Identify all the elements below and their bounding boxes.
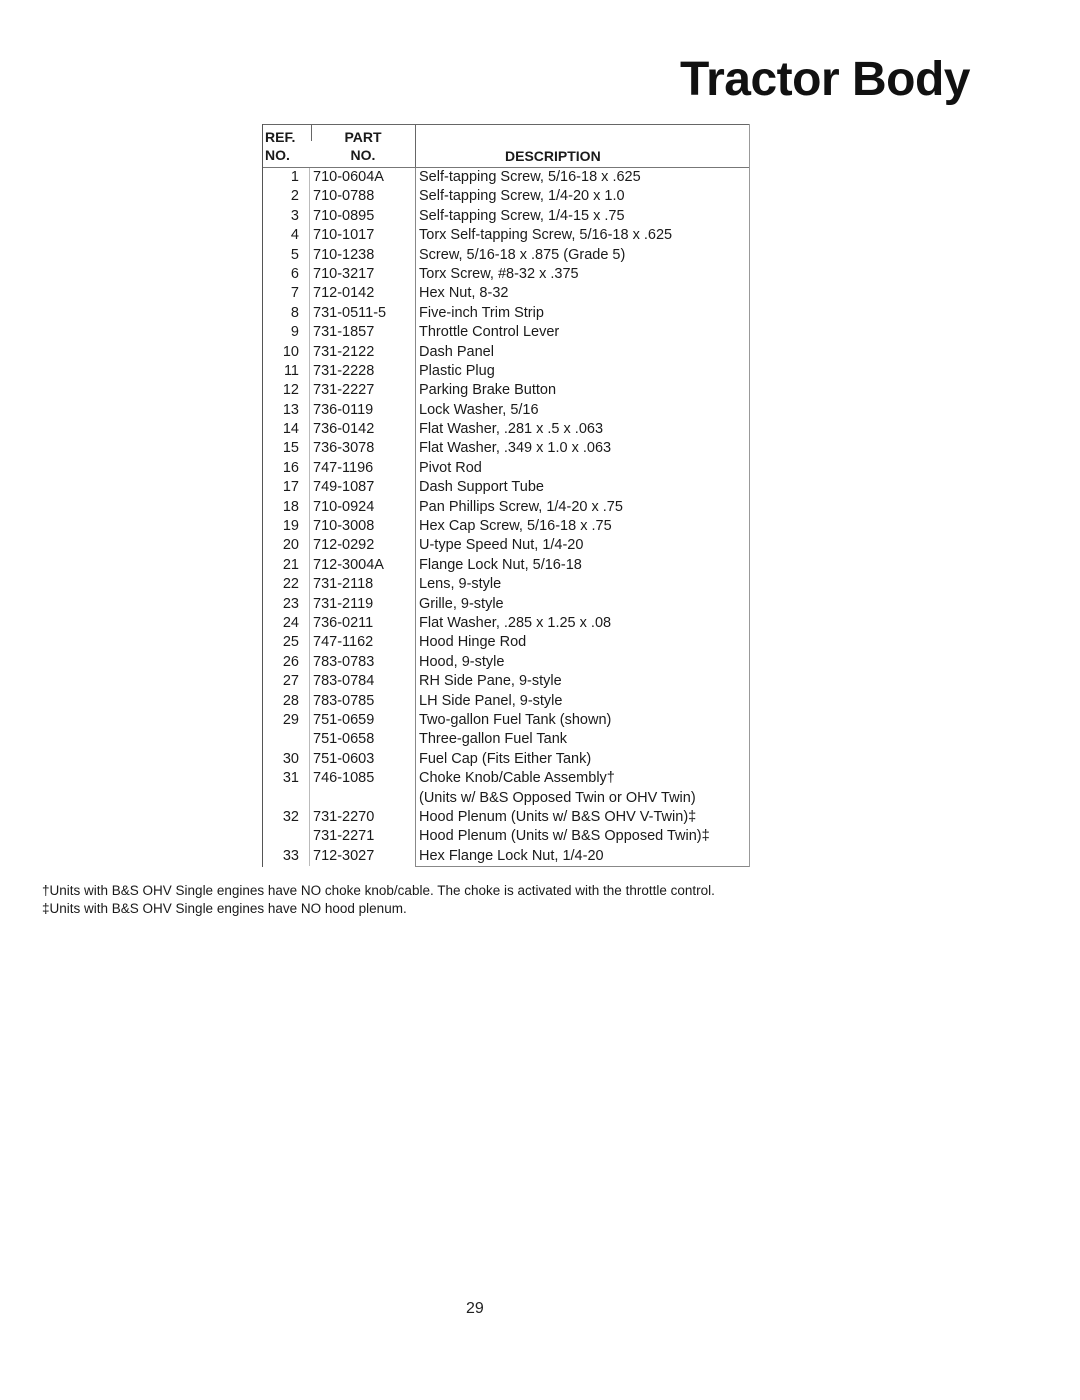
table-row (263, 284, 749, 303)
table-row (263, 692, 749, 711)
ref-no-cell: 10 (282, 343, 299, 360)
description-cell: Hex Cap Screw, 5/16-18 x .75 (419, 518, 612, 535)
ref-no-cell: 23 (282, 595, 299, 612)
ref-no-cell: 17 (282, 479, 299, 496)
table-row (263, 595, 749, 614)
ref-no-cell: 20 (282, 537, 299, 554)
footnote-choke: †Units with B&S OHV Single engines have NO choke knob/cable. The choke is activated with the throttle control. (42, 883, 715, 898)
ref-no-cell: 1 (290, 169, 299, 185)
table-row (263, 827, 749, 846)
description-cell: RH Side Pane, 9-style (419, 673, 562, 690)
table-bottom-rule (415, 866, 749, 867)
table-row (263, 304, 749, 323)
part-no-cell: 710-1017 (313, 227, 375, 244)
table-row (263, 517, 749, 536)
table-body (263, 168, 749, 866)
description-cell: Grille, 9-style (419, 595, 504, 612)
table-row (263, 672, 749, 691)
description-cell: Hood Hinge Rod (419, 634, 527, 651)
table-row (263, 730, 749, 749)
ref-no-cell: 13 (282, 401, 299, 418)
part-no-cell: 710-0895 (313, 207, 375, 224)
ref-no-cell: 24 (282, 614, 299, 631)
part-no-cell: 731-2270 (313, 808, 375, 825)
description-cell: Flat Washer, .281 x .5 x .063 (419, 421, 604, 438)
description-cell: Torx Screw, #8-32 x .375 (419, 265, 579, 282)
table-row (263, 401, 749, 420)
part-no-cell: 712-3004A (313, 556, 384, 573)
ref-no-cell: 31 (282, 770, 299, 787)
description-cell: Dash Support Tube (419, 479, 544, 496)
part-no-cell: 712-0292 (313, 537, 375, 554)
part-no-cell: 731-2227 (313, 382, 375, 399)
table-row (263, 750, 749, 769)
ref-no-cell: 16 (282, 459, 299, 476)
description-cell: Flat Washer, .349 x 1.0 x .063 (419, 440, 612, 457)
ref-no-cell: 2 (290, 188, 299, 205)
ref-no-cell: 15 (282, 440, 299, 457)
description-cell: Plastic Plug (419, 362, 495, 379)
part-no-cell: 731-2118 (313, 576, 374, 593)
ref-no-cell: 18 (282, 498, 299, 515)
ref-no-cell: 25 (282, 634, 299, 651)
part-no-cell: 712-0142 (313, 285, 375, 302)
ref-no-cell: 12 (282, 382, 299, 399)
description-cell: Lens, 9-style (419, 576, 502, 593)
table-row (263, 265, 749, 284)
description-cell: Self-tapping Screw, 1/4-20 x 1.0 (419, 188, 625, 205)
description-cell: LH Side Panel, 9-style (419, 692, 563, 709)
description-cell: Lock Washer, 5/16 (419, 401, 539, 418)
table-row (263, 536, 749, 555)
description-cell: Hex Nut, 8-32 (419, 285, 509, 302)
ref-no-cell: 6 (290, 265, 299, 282)
description-cell: Five-inch Trim Strip (419, 304, 544, 321)
description-cell: Hex Flange Lock Nut, 1/4-20 (419, 847, 604, 864)
table-row (263, 168, 749, 187)
description-cell: Flange Lock Nut, 5/16-18 (419, 556, 582, 573)
description-cell: Pivot Rod (419, 459, 482, 476)
table-row (263, 207, 749, 226)
header-divider (311, 125, 312, 141)
table-row (263, 226, 749, 245)
table-row (263, 575, 749, 594)
table-row (263, 556, 749, 575)
part-no-cell: 783-0783 (313, 653, 375, 670)
ref-no-cell: 4 (290, 227, 299, 244)
table-row (263, 459, 749, 478)
ref-no-cell: 32 (282, 808, 299, 825)
ref-no-cell: 19 (282, 518, 299, 535)
description-cell: U-type Speed Nut, 1/4-20 (419, 537, 584, 554)
part-no-cell: 736-0211 (313, 614, 374, 631)
table-row (263, 769, 749, 788)
part-no-cell: 710-3217 (313, 265, 375, 282)
ref-no-cell: 9 (290, 324, 299, 341)
description-cell: Flat Washer, .285 x 1.25 x .08 (419, 614, 612, 631)
ref-no-cell: 29 (282, 711, 299, 728)
description-cell: Dash Panel (419, 343, 494, 360)
part-no-cell: 783-0785 (313, 692, 375, 709)
description-cell: Self-tapping Screw, 1/4-15 x .75 (419, 207, 625, 224)
part-no-cell: 749-1087 (313, 479, 375, 496)
parts-table (262, 124, 750, 867)
table-row (263, 711, 749, 730)
description-header: DESCRIPTION (505, 148, 601, 164)
description-cell: Hood Plenum (Units w/ B&S OHV V-Twin)‡ (419, 808, 697, 825)
part-no-cell: 731-2271 (313, 828, 375, 845)
part-no-cell: 710-3008 (313, 518, 375, 535)
part-no-cell: 710-0924 (313, 498, 375, 515)
part-no-cell: 731-1857 (313, 324, 375, 341)
table-row (263, 633, 749, 652)
part-no-cell: 731-2122 (313, 343, 375, 360)
part-no-cell: 710-0604A (313, 169, 384, 185)
part-no-cell: 731-0511-5 (313, 304, 387, 321)
footnote-plenum: ‡Units with B&S OHV Single engines have NO hood plenum. (42, 901, 407, 916)
description-cell: Self-tapping Screw, 5/16-18 x .625 (419, 169, 641, 185)
table-row (263, 614, 749, 633)
part-no-cell: 751-0659 (313, 711, 375, 728)
description-cell: Parking Brake Button (419, 382, 557, 399)
table-row (263, 343, 749, 362)
description-cell: Two-gallon Fuel Tank (shown) (419, 711, 612, 728)
table-row (263, 362, 749, 381)
part-no-cell: 731-2228 (313, 362, 375, 379)
description-cell: (Units w/ B&S Opposed Twin or OHV Twin) (419, 789, 696, 806)
ref-no-cell: 33 (282, 847, 299, 864)
part-no-cell: 736-3078 (313, 440, 375, 457)
ref-header-line1: REF. (265, 129, 296, 145)
description-cell: Torx Self-tapping Screw, 5/16-18 x .625 (419, 227, 673, 244)
description-cell: Throttle Control Lever (419, 324, 560, 341)
part-header-line1: PART (344, 129, 382, 145)
table-row (263, 381, 749, 400)
table-row (263, 498, 749, 517)
header-divider (415, 125, 416, 167)
description-cell: Choke Knob/Cable Assembly† (419, 770, 615, 787)
part-no-cell: 746-1085 (313, 770, 375, 787)
part-no-cell: 710-0788 (313, 188, 375, 205)
ref-no-cell: 27 (282, 673, 299, 690)
description-cell: Pan Phillips Screw, 1/4-20 x .75 (419, 498, 623, 515)
description-cell: Fuel Cap (Fits Either Tank) (419, 750, 592, 767)
table-row (263, 323, 749, 342)
ref-no-cell: 7 (290, 285, 299, 302)
description-cell: Hood Plenum (Units w/ B&S Opposed Twin)‡ (419, 828, 710, 845)
part-no-cell: 751-0603 (313, 750, 375, 767)
part-no-cell: 710-1238 (313, 246, 375, 263)
ref-no-cell: 22 (282, 576, 299, 593)
page-title: Tractor Body (679, 53, 970, 106)
ref-no-cell: 8 (290, 304, 299, 321)
table-header (263, 124, 749, 168)
table-row (263, 847, 749, 866)
ref-no-cell: 28 (282, 692, 299, 709)
part-no-cell: 747-1196 (313, 459, 374, 476)
part-no-cell: 783-0784 (313, 673, 375, 690)
table-row (263, 478, 749, 497)
table-row (263, 246, 749, 265)
table-row (263, 789, 749, 808)
part-no-cell: 751-0658 (313, 731, 375, 748)
part-no-cell: 731-2119 (313, 595, 374, 612)
footnotes (42, 882, 715, 918)
table-row (263, 439, 749, 458)
description-cell: Three-gallon Fuel Tank (419, 731, 568, 748)
description-cell: Hood, 9-style (419, 653, 505, 670)
table-row (263, 808, 749, 827)
description-cell: Screw, 5/16-18 x .875 (Grade 5) (419, 246, 626, 263)
ref-no-cell: 26 (282, 653, 299, 670)
part-no-cell: 736-0119 (313, 401, 374, 418)
ref-no-cell: 3 (290, 207, 299, 224)
ref-no-cell: 5 (290, 246, 299, 263)
page-number: 29 (466, 1300, 484, 1317)
part-no-header (323, 129, 403, 165)
ref-no-header (265, 129, 307, 165)
table-row (263, 420, 749, 439)
ref-no-cell: 30 (282, 750, 299, 767)
table-row (263, 653, 749, 672)
ref-no-cell: 21 (282, 556, 299, 573)
table-row (263, 187, 749, 206)
part-no-cell: 736-0142 (313, 421, 375, 438)
ref-no-cell: 11 (283, 362, 299, 379)
part-header-line2: NO. (350, 147, 376, 163)
ref-no-cell: 14 (282, 421, 299, 438)
part-no-cell: 712-3027 (313, 847, 375, 864)
ref-header-line2: NO. (265, 147, 290, 163)
part-no-cell: 747-1162 (313, 634, 374, 651)
